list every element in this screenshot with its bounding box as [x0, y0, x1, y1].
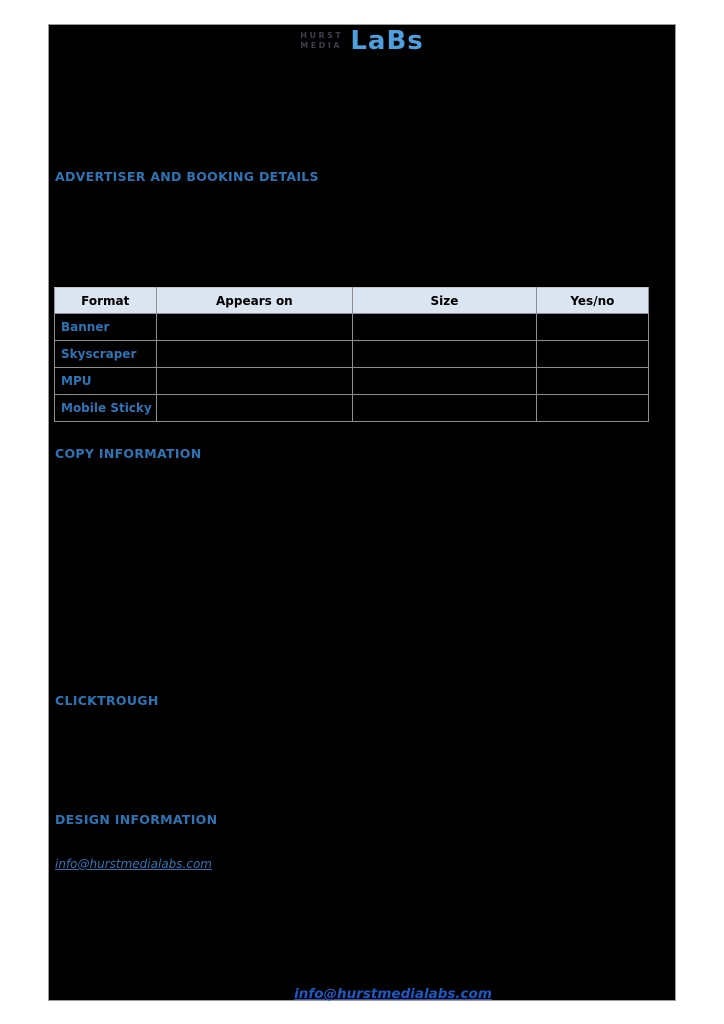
ad-formats-table [54, 287, 649, 422]
column-header-yes-no: Yes/no [536, 288, 648, 314]
advertiser-booking-details-heading: ADVERTISER AND BOOKING DETAILS [55, 169, 319, 184]
size-cell[interactable] [353, 341, 537, 368]
yes-no-cell[interactable] [536, 395, 648, 422]
table-row [55, 395, 649, 422]
format-label-mpu: MPU [55, 368, 157, 395]
table-row [55, 368, 649, 395]
size-cell[interactable] [353, 368, 537, 395]
size-cell[interactable] [353, 314, 537, 341]
table-row [55, 314, 649, 341]
design-information-heading: DESIGN INFORMATION [55, 812, 218, 827]
format-label-skyscraper: Skyscraper [55, 341, 157, 368]
appears-on-cell[interactable] [156, 368, 353, 395]
size-cell[interactable] [353, 395, 537, 422]
format-label-mobile-sticky: Mobile Sticky [55, 395, 157, 422]
yes-no-cell[interactable] [536, 314, 648, 341]
footer [49, 983, 675, 1002]
copy-information-heading: COPY INFORMATION [55, 446, 202, 461]
footer-email-link[interactable]: info@hurstmedialabs.com [294, 986, 492, 1002]
logo-labs-wordmark: LaBs [350, 26, 424, 56]
document-page [48, 24, 676, 1001]
clickthrough-heading: CLICKTROUGH [55, 693, 159, 708]
yes-no-cell[interactable] [536, 341, 648, 368]
yes-no-cell[interactable] [536, 368, 648, 395]
logo-line-media: MEDIA [300, 41, 342, 50]
table-row [55, 341, 649, 368]
column-header-appears-on: Appears on [156, 288, 353, 314]
table-header-row [55, 288, 649, 314]
appears-on-cell[interactable] [156, 395, 353, 422]
design-email-link[interactable]: info@hurstmedialabs.com [55, 857, 212, 871]
logo-hurst-media-text [300, 31, 343, 50]
appears-on-cell[interactable] [156, 341, 353, 368]
format-label-banner: Banner [55, 314, 157, 341]
column-header-size: Size [353, 288, 537, 314]
hurst-media-labs-logo [49, 26, 675, 56]
logo-line-hurst: HURST [300, 31, 344, 41]
column-header-format: Format [55, 288, 157, 314]
appears-on-cell[interactable] [156, 314, 353, 341]
